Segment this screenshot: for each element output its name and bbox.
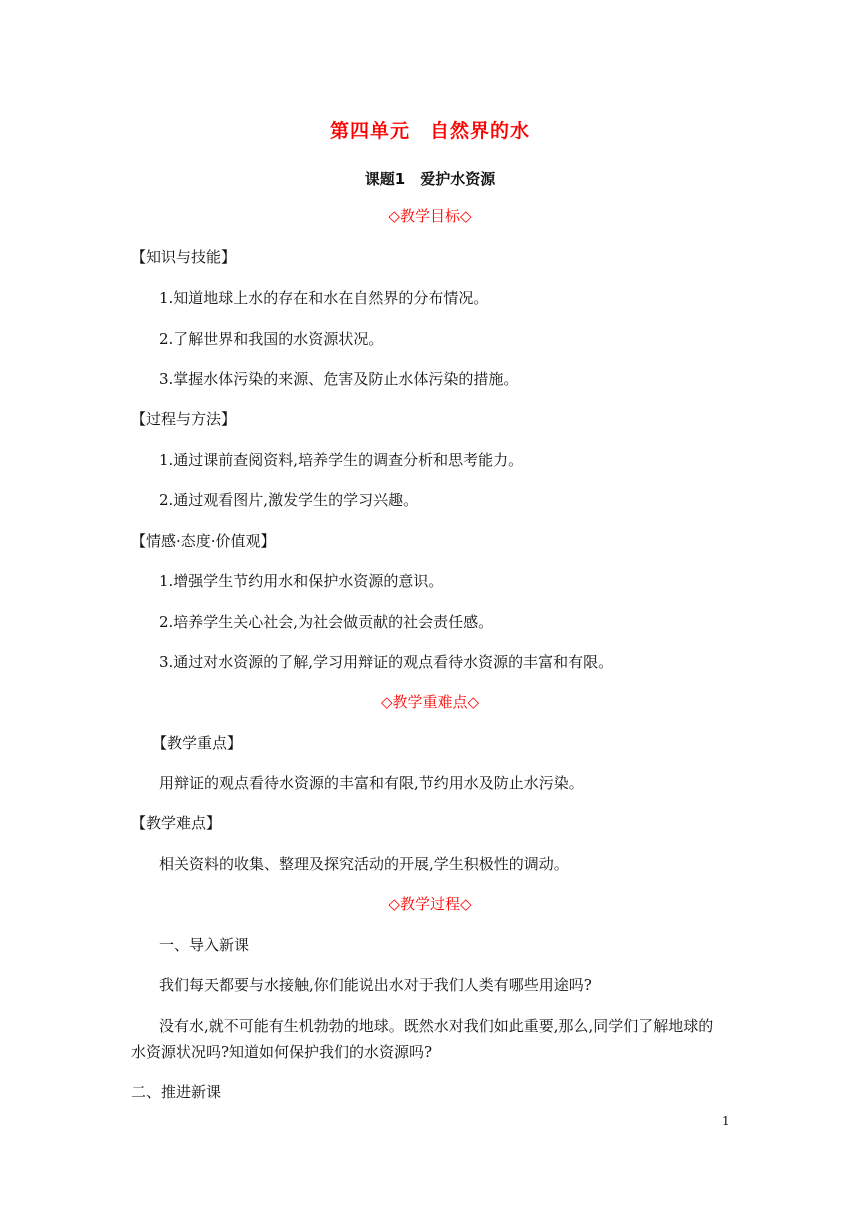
- key-point-text: 用辩证的观点看待水资源的丰富和有限,节约用水及防止水污染。: [159, 774, 584, 792]
- emotion-item: 1.增强学生节约用水和保护水资源的意识。: [159, 572, 444, 590]
- knowledge-item: 3.掌握水体污染的来源、危害及防止水体污染的措施。: [159, 370, 519, 388]
- intro-paragraph: 没有水,就不可能有生机勃勃的地球。既然水对我们如此重要,那么,同学们了解地球的: [159, 1017, 714, 1035]
- process-item: 1.通过课前查阅资料,培养学生的调查分析和思考能力。: [159, 451, 524, 469]
- key-difficult-heading: ◇教学重难点◇: [380, 693, 480, 711]
- emotion-item: 2.培养学生关心社会,为社会做贡献的社会责任感。: [159, 613, 494, 631]
- process-item: 2.通过观看图片,激发学生的学习兴趣。: [159, 491, 419, 509]
- knowledge-item: 2.了解世界和我国的水资源状况。: [159, 330, 384, 348]
- intro-heading: 一、导入新课: [159, 936, 250, 954]
- knowledge-item: 1.知道地球上水的存在和水在自然界的分布情况。: [159, 289, 489, 307]
- difficult-text: 相关资料的收集、整理及探究活动的开展,学生积极性的调动。: [159, 855, 569, 873]
- unit-title: 第四单元 自然界的水: [329, 120, 530, 142]
- teaching-process-heading: ◇教学过程◇: [388, 895, 472, 913]
- knowledge-heading: 【知识与技能】: [131, 248, 237, 266]
- lesson-subtitle: 课题1 爱护水资源: [364, 170, 496, 188]
- difficult-heading: 【教学难点】: [131, 814, 222, 832]
- process-heading: 【过程与方法】: [131, 410, 237, 428]
- emotion-item: 3.通过对水资源的了解,学习用辩证的观点看待水资源的丰富和有限。: [159, 653, 614, 671]
- intro-paragraph: 水资源状况吗?知道如何保护我们的水资源吗?: [131, 1043, 433, 1061]
- page-number: 1: [722, 1114, 730, 1128]
- emotion-heading: 【情感·态度·价值观】: [131, 532, 276, 550]
- objectives-heading: ◇教学目标◇: [388, 207, 472, 225]
- key-point-heading: 【教学重点】: [152, 734, 243, 752]
- intro-paragraph: 我们每天都要与水接触,你们能说出水对于我们人类有哪些用途吗?: [159, 976, 592, 994]
- advance-heading: 二、推进新课: [131, 1083, 222, 1101]
